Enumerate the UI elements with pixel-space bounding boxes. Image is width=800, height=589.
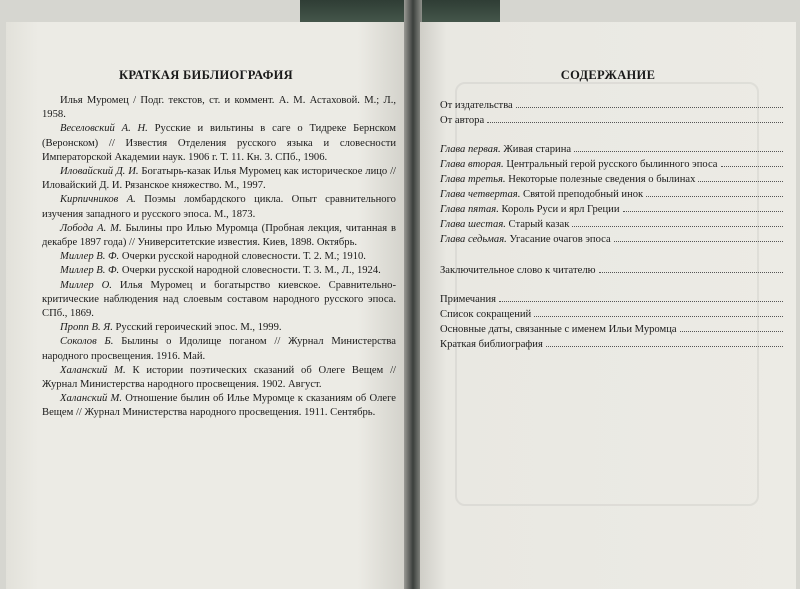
bibliography-entry (42, 122, 396, 165)
toc-entry[interactable] (440, 219, 785, 234)
toc-entry-label (440, 115, 484, 126)
toc-entry-label (440, 144, 571, 155)
toc-leader-dots (698, 180, 783, 182)
toc-chapter-title: Примечания (440, 294, 496, 305)
bibliography-entry (42, 279, 396, 322)
toc-chapter-prefix: Глава вторая. (440, 159, 504, 170)
bibliography-entry (42, 222, 396, 250)
toc-chapter-title: Король Руси и ярл Греции (498, 204, 620, 215)
toc-chapter-title: Угасание очагов эпоса (506, 234, 611, 245)
bibliography-entry (42, 264, 396, 278)
bibliography-entry (42, 392, 396, 420)
entry-text: Очерки русской народной словесности. Т. 2. М.; 1910. (119, 251, 366, 263)
toc-entry[interactable] (440, 189, 785, 204)
toc-entry-label (440, 294, 496, 305)
toc-leader-dots (623, 210, 783, 212)
bibliography-entry (42, 364, 396, 392)
bibliography-entry (42, 193, 396, 221)
entry-text: Отношение былин об Илье Муромце к сказаниям об Олеге Вещем // Журнал Министерства народного просвещения. 1911. Сентябрь. (42, 393, 396, 419)
bibliography-entry (42, 165, 396, 193)
entry-author: Миллер В. Ф. (60, 265, 120, 277)
entry-author: Кирпичников А. (60, 194, 136, 206)
toc-leader-dots (680, 330, 783, 332)
entry-text: К истории поэтических сказаний об Олеге Вещем // Журнал Министерства народного просвещения. 1902. Август. (42, 364, 396, 391)
toc-leader-dots (487, 121, 783, 123)
toc-entry-label (440, 339, 543, 350)
toc-chapter-title: Заключительное слово к читателю (440, 265, 596, 276)
toc-chapter-title: От автора (440, 115, 485, 126)
toc-entry[interactable] (440, 204, 785, 219)
toc-entry-label (440, 204, 620, 215)
toc-leader-dots (534, 315, 783, 317)
toc-entry[interactable] (440, 174, 785, 189)
entry-author: Лобода А. М. (60, 222, 122, 234)
toc-chapter-prefix: Глава пятая. (440, 204, 499, 215)
bibliography-entry (42, 335, 396, 363)
toc-entry[interactable] (440, 265, 785, 280)
toc-chapter-prefix: Глава седьмая. (440, 234, 507, 245)
entry-text: Илья Муромец / Подг. текстов, ст. и коммент. А. М. Астаховой. М.; Л., 1958. (42, 95, 396, 121)
toc-leader-dots (646, 195, 783, 197)
toc-entry-label (440, 324, 677, 335)
toc-leader-dots (499, 300, 783, 302)
entry-text: Былины о Идолище поганом // Журнал Министерства народного просвещения. 1916. Май. (42, 336, 396, 362)
entry-text: Русский героический эпос. М., 1999. (112, 322, 282, 334)
toc-chapter-title: Старый казак (505, 219, 570, 230)
toc-chapter-prefix: Глава четвертая. (440, 189, 521, 200)
toc-entry[interactable] (440, 144, 785, 159)
toc-entry-label (440, 100, 513, 111)
entry-text: Русские и вильтины в саге о Тидреке Бернском (Веронском) // Известия Отделения русского языка и словесности Императорской Академии наук. 1906 г. Т. 11. Кн. 3. СПб., 1906. (42, 123, 396, 163)
toc-entry[interactable] (440, 100, 785, 115)
entry-author: Миллер О. (60, 279, 112, 291)
entry-author: Иловайский Д. И. (60, 166, 139, 178)
toc-leader-dots (614, 240, 783, 242)
toc-leader-dots (574, 150, 783, 152)
toc-leader-dots (546, 345, 783, 347)
toc-entry-label (440, 189, 643, 200)
toc-chapter-prefix: Глава третья. (440, 174, 506, 185)
entry-author: Миллер В. Ф. (60, 251, 120, 263)
toc-chapter-title: Список сокращений (440, 309, 532, 320)
entry-text: Богатырь-казак Илья Муромец как историческое лицо // Иловайский Д. И. Рязанское княжество. М., 1997. (42, 166, 396, 192)
toc-leader-dots (721, 165, 784, 167)
entry-author: Халанский М. (60, 364, 126, 376)
toc-chapter-title: Святой преподобный инок (520, 189, 644, 200)
toc-entry[interactable] (440, 309, 785, 324)
entry-text: Очерки русской народной словесности. Т. 3. М., Л., 1924. (119, 265, 381, 277)
toc-entry-label (440, 265, 596, 276)
left-page (6, 22, 406, 589)
toc-chapter-title: Краткая библиография (440, 339, 543, 350)
toc-entry[interactable] (440, 234, 785, 249)
toc-chapter-title: Основные даты, связанные с именем Ильи Муромца (440, 324, 677, 335)
toc-chapter-title: Центральный герой русского былинного эпоса (503, 159, 718, 170)
book-cover-edge (300, 0, 500, 24)
toc-spacer (440, 280, 785, 294)
entry-author: Халанский М. (60, 393, 123, 405)
toc-leader-dots (516, 106, 783, 108)
entry-text: Поэмы ломбардского цикла. Опыт сравнительного изучения западного и русского эпоса. М., 1873. (42, 194, 396, 220)
toc-leader-dots (599, 271, 783, 273)
bibliography-entry (42, 250, 396, 264)
toc-chapter-title: Живая старина (500, 144, 572, 155)
toc-entry[interactable] (440, 339, 785, 354)
toc-leader-dots (572, 225, 783, 227)
toc-entry[interactable] (440, 294, 785, 309)
toc-chapter-prefix: Глава первая. (440, 144, 501, 155)
entry-author: Веселовский А. Н. (60, 123, 148, 135)
toc-entry[interactable] (440, 115, 785, 130)
bibliography-title: КРАТКАЯ БИБЛИОГРАФИЯ (118, 68, 294, 82)
toc-spacer (440, 249, 785, 265)
entry-text: Илья Муромец и богатырство киевское. Сравнительно-критические наблюдения над слоевым составом народного русского эпоса. СПб., 1869. (42, 279, 396, 320)
toc-entry[interactable] (440, 159, 785, 174)
toc-entry[interactable] (440, 324, 785, 339)
table-of-contents (440, 100, 785, 354)
toc-entry-label (440, 219, 569, 230)
toc-chapter-title: Некоторые полезные сведения о былинах (505, 174, 696, 185)
toc-chapter-prefix: Глава шестая. (440, 219, 506, 230)
entry-text: Былины про Илью Муромца (Пробная лекция, читанная в декабре 1897 года) // Университетские известия. Киев, 1898. Октябрь. (42, 222, 396, 249)
contents-title: СОДЕРЖАНИЕ (560, 68, 656, 82)
entry-author: Соколов Б. (60, 336, 114, 348)
toc-chapter-title: От издательства (440, 100, 513, 111)
toc-entry-label (440, 234, 611, 245)
toc-entry-label (440, 159, 718, 170)
toc-entry-label (440, 174, 695, 185)
entry-author: Пропп В. Я. (60, 322, 113, 334)
right-page (420, 22, 796, 589)
bibliography-list (42, 94, 396, 421)
bibliography-entry (42, 321, 396, 335)
bibliography-entry (42, 94, 396, 122)
toc-spacer (440, 130, 785, 144)
toc-entry-label (440, 309, 531, 320)
